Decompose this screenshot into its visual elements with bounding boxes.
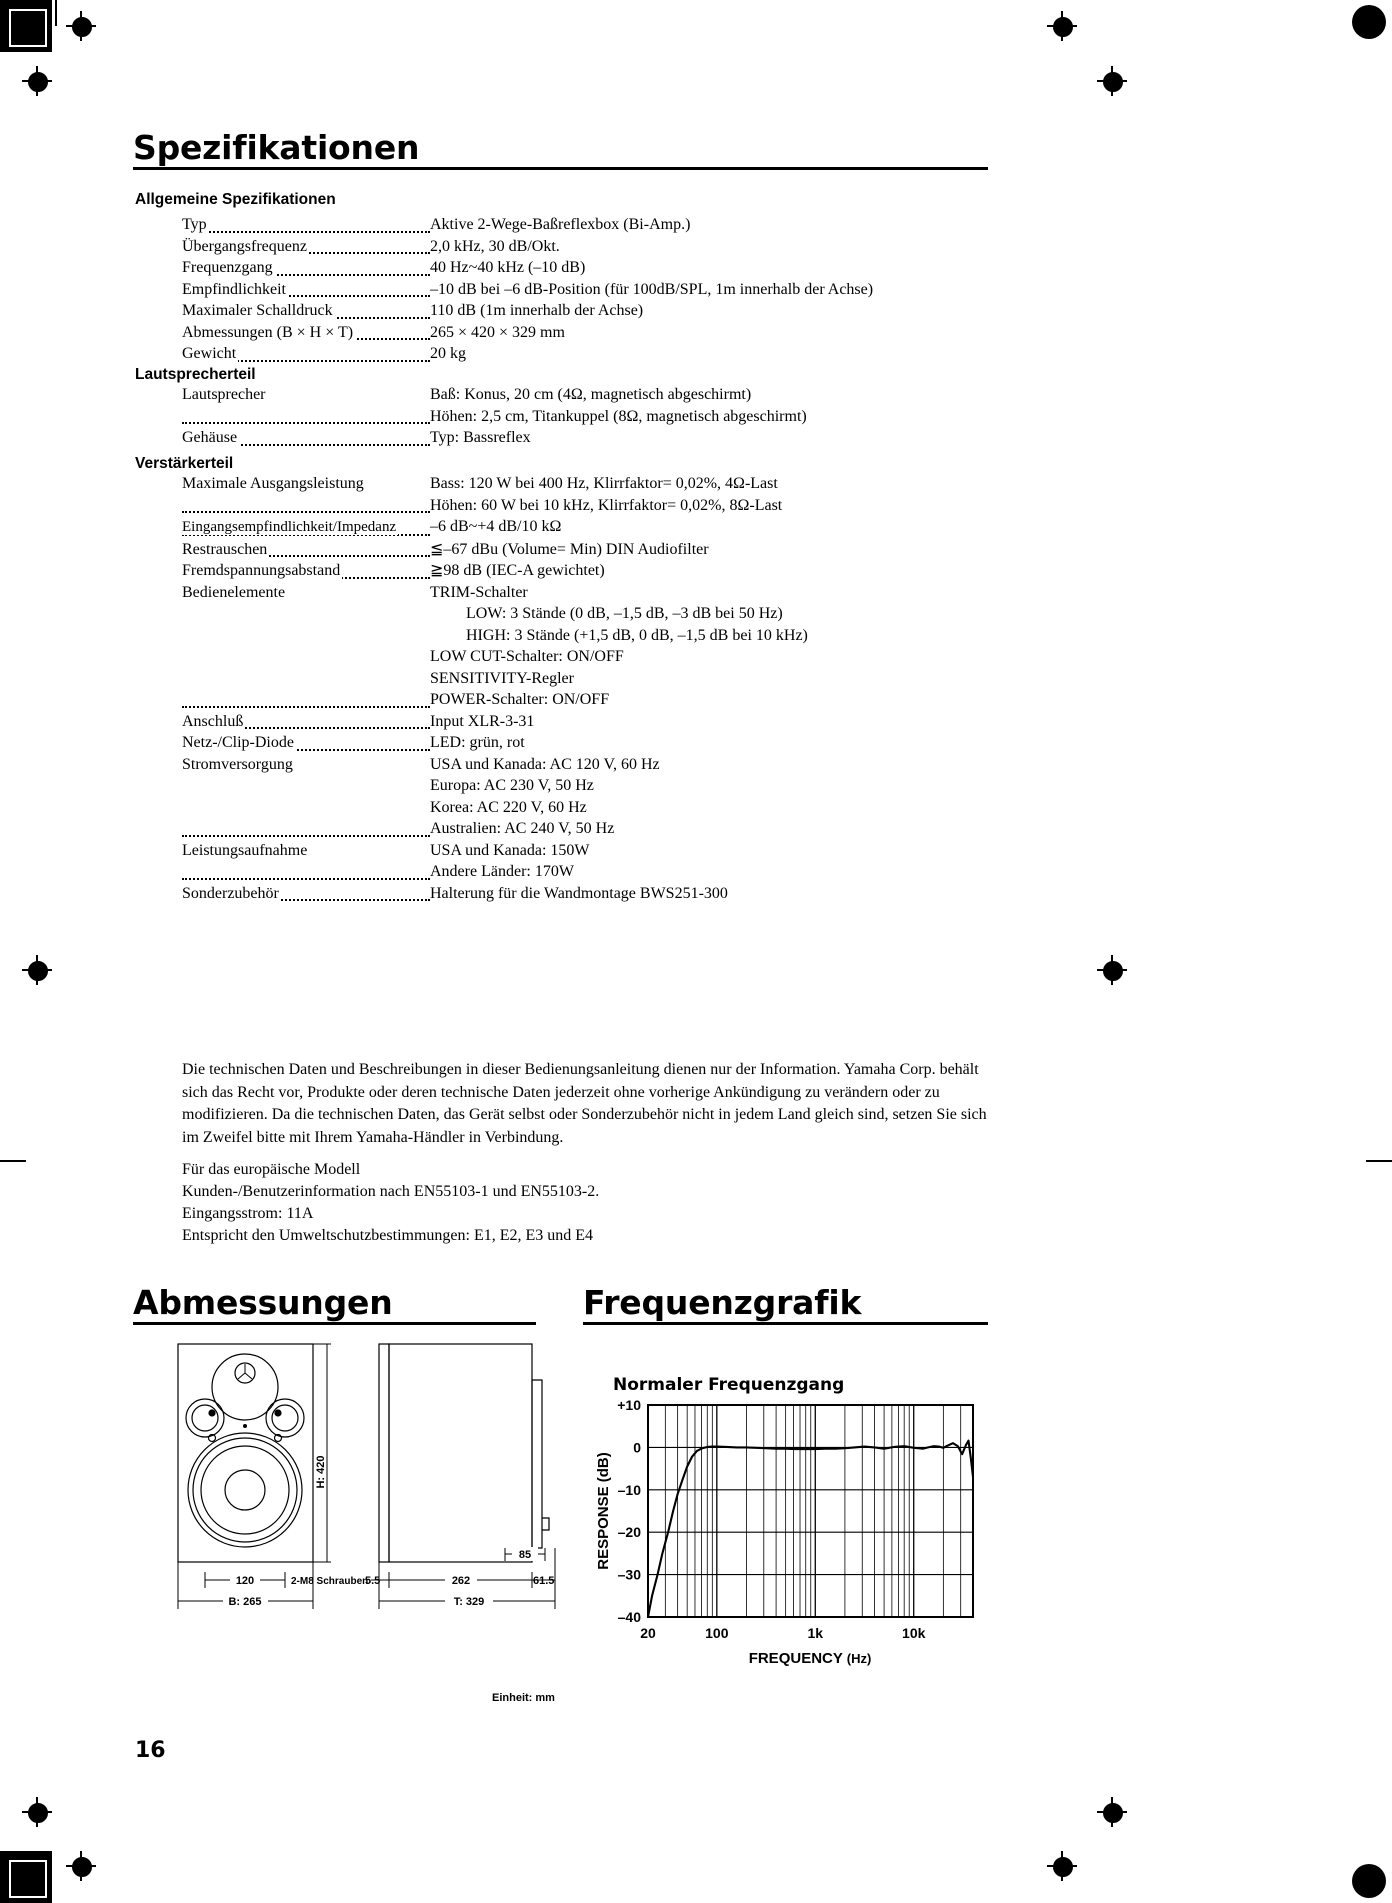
spec-extra: Korea: AC 220 V, 60 Hz bbox=[430, 798, 587, 816]
spec-extra: Europa: AC 230 V, 50 Hz bbox=[430, 777, 594, 794]
spec-label: Maximale Ausgangsleistung bbox=[182, 475, 364, 492]
spec-value-line2: Höhen: 2,5 cm, Titankuppel (8Ω, magnetisch abgeschirmt) bbox=[430, 407, 807, 425]
europe-note-line-1: Für das europäische Modell bbox=[182, 1161, 361, 1178]
table-row bbox=[182, 473, 1012, 516]
chart-ytick-label: –40 bbox=[617, 1609, 641, 1625]
spec-value: Typ: Bassreflex bbox=[430, 429, 531, 446]
table-row bbox=[182, 754, 1012, 840]
leader-dots bbox=[182, 231, 430, 233]
table-row bbox=[182, 257, 1012, 279]
dimension-height-label: H: 420 bbox=[315, 1455, 327, 1489]
leader-dots bbox=[182, 511, 430, 513]
chart-xtick-label: 10k bbox=[902, 1625, 926, 1641]
spec-value: –10 dB bei –6 dB-Position (für 100dB/SPL, 1m innerhalb der Achse) bbox=[430, 280, 874, 298]
spec-value-line2: Höhen: 60 W bei 10 kHz, Klirrfaktor= 0,02%, 8Ω-Last bbox=[430, 496, 783, 514]
spec-value: TRIM-Schalter bbox=[430, 583, 528, 601]
spec-label: Leistungsaufnahme bbox=[182, 841, 308, 859]
chart-ytick-label: –30 bbox=[617, 1566, 641, 1583]
table-general-specs bbox=[182, 214, 1012, 365]
chart-ylabel: RESPONSE (dB) bbox=[595, 1452, 612, 1570]
frequency-title: Frequenzgrafik bbox=[583, 1283, 862, 1322]
dimension-screw-note: 2-M8 Schrauben bbox=[291, 1576, 369, 1587]
table-row bbox=[182, 279, 1012, 301]
table-row bbox=[182, 560, 1012, 582]
spec-label: Typ bbox=[182, 216, 207, 233]
table-row bbox=[182, 343, 1012, 365]
dimension-side-body: 262 bbox=[451, 1575, 471, 1587]
frequency-title-rule bbox=[583, 1322, 988, 1325]
chart-ytick-label: –20 bbox=[617, 1524, 641, 1541]
table-row bbox=[182, 214, 1012, 236]
table-row bbox=[182, 840, 1012, 883]
table-row bbox=[182, 236, 1012, 258]
table-speaker-specs bbox=[182, 384, 1012, 449]
page-title: Spezifikationen bbox=[133, 128, 420, 167]
dimension-side-lip: 5.5 bbox=[365, 1575, 381, 1587]
spec-subvalue: HIGH: 3 Stände (+1,5 dB, 0 dB, –1,5 dB bei 10 kHz) bbox=[466, 626, 808, 644]
spec-extra: Australien: AC 240 V, 50 Hz bbox=[430, 820, 615, 837]
disclaimer-paragraph: Die technischen Daten und Beschreibungen in dieser Bedienungsanleitung dienen nur der Information. Yamaha Corp. behält sich das Recht vor, Produkte oder deren technische Daten jederzeit ohne vorherige Ankündigung zu verändern oder zu modifizieren. Da die technischen Daten, das Gerät selbst oder Sonderzubehör nicht in jedem Land gleich sind, setzen Sie sich im Zweifel bitte mit Ihrem Yamaha-Händler in Verbindung. bbox=[182, 1061, 987, 1146]
title-rule bbox=[133, 167, 988, 170]
spec-label: Netz-/Clip-Diode bbox=[182, 734, 294, 751]
dimension-side-rear: 61.5 bbox=[533, 1575, 555, 1587]
spec-label: Maximaler Schalldruck bbox=[182, 302, 333, 319]
spec-label: Frequenzgang bbox=[182, 259, 273, 276]
spec-label: Übergangsfrequenz bbox=[182, 237, 307, 255]
spec-label: Fremdspannungsabstand bbox=[182, 562, 341, 579]
spec-label: Anschluß bbox=[182, 712, 244, 730]
spec-value: Aktive 2-Wege-Baßreflexbox (Bi-Amp.) bbox=[430, 216, 691, 233]
spec-value: Baß: Konus, 20 cm (4Ω, magnetisch abgeschirmt) bbox=[430, 386, 752, 403]
europe-note-line-4: Entspricht den Umweltschutzbestimmungen: E1, E2, E3 und E4 bbox=[182, 1227, 594, 1244]
spec-label: Sonderzubehör bbox=[182, 884, 279, 902]
spec-label: Stromversorgung bbox=[182, 755, 293, 773]
spec-value: Input XLR-3-31 bbox=[430, 712, 535, 730]
table-row bbox=[182, 582, 1012, 711]
spec-value: 2,0 kHz, 30 dB/Okt. bbox=[430, 237, 560, 255]
spec-value: Halterung für die Wandmontage BWS251-300 bbox=[430, 884, 728, 902]
spec-value: Bass: 120 W bei 400 Hz, Klirrfaktor= 0,02%, 4Ω-Last bbox=[430, 475, 778, 492]
dimension-front-width: 120 bbox=[235, 1575, 255, 1587]
spec-value: ≧98 dB (IEC-A gewichtet) bbox=[430, 562, 605, 579]
spec-label: Empfindlichkeit bbox=[182, 280, 286, 298]
spec-value: USA und Kanada: AC 120 V, 60 Hz bbox=[430, 755, 660, 773]
frequency-response-chart bbox=[586, 1395, 986, 1675]
spec-value: 40 Hz~40 kHz (–10 dB) bbox=[430, 259, 586, 276]
spec-label: Gewicht bbox=[182, 345, 237, 362]
spec-value: ≦–67 dBu (Volume= Min) DIN Audiofilter bbox=[430, 540, 709, 558]
table-row bbox=[182, 732, 1012, 754]
spec-extra: SENSITIVITY-Regler bbox=[430, 669, 574, 687]
leader-dots bbox=[182, 835, 430, 837]
spec-extra: LOW CUT-Schalter: ON/OFF bbox=[430, 648, 624, 665]
spec-label: Gehäuse bbox=[182, 429, 238, 446]
spec-value: 265 × 420 × 329 mm bbox=[430, 323, 565, 341]
spec-label: Restrauschen bbox=[182, 540, 268, 558]
spec-label: Bedienelemente bbox=[182, 583, 286, 601]
table-row bbox=[182, 711, 1012, 733]
table-row bbox=[182, 300, 1012, 322]
page-number: 16 bbox=[135, 1738, 166, 1763]
side-view-drawing bbox=[365, 1340, 615, 1640]
spec-label: Abmessungen (B × H × T) bbox=[182, 323, 354, 341]
dimension-total-width: B: 265 bbox=[228, 1596, 262, 1608]
leader-dots bbox=[182, 422, 430, 424]
chart-ytick-label: +10 bbox=[617, 1397, 641, 1413]
leader-dots bbox=[182, 878, 430, 880]
chart-ytick-label: –10 bbox=[617, 1481, 641, 1498]
spec-value: USA und Kanada: 150W bbox=[430, 841, 590, 859]
heading-general-specs: Allgemeine Spezifikationen bbox=[135, 191, 336, 208]
table-row bbox=[182, 322, 1012, 344]
table-row bbox=[182, 516, 1012, 539]
spec-value: –6 dB~+4 dB/10 kΩ bbox=[430, 518, 562, 535]
chart-ytick-label: 0 bbox=[633, 1439, 641, 1456]
spec-label: Lautsprecher bbox=[182, 386, 266, 403]
table-row bbox=[182, 427, 1012, 449]
spec-value: 20 kg bbox=[430, 345, 466, 362]
chart-xtick-label: 20 bbox=[640, 1625, 656, 1641]
dimension-unit-note: Einheit: mm bbox=[492, 1692, 555, 1704]
spec-value: LED: grün, rot bbox=[430, 734, 525, 751]
dimensions-title-rule bbox=[133, 1322, 536, 1325]
europe-note-line-2: Kunden-/Benutzerinformation nach EN55103-1 und EN55103-2. bbox=[182, 1183, 600, 1200]
table-row bbox=[182, 539, 1012, 561]
chart-xlabel: FREQUENCY (Hz) bbox=[748, 1650, 872, 1667]
leader-dots bbox=[182, 706, 430, 708]
dimensions-title: Abmessungen bbox=[133, 1283, 393, 1322]
heading-speaker-section: Lautsprecherteil bbox=[135, 366, 256, 383]
spec-extra: POWER-Schalter: ON/OFF bbox=[430, 691, 610, 708]
table-amplifier-specs bbox=[182, 473, 1012, 904]
chart-xtick-label: 100 bbox=[705, 1625, 729, 1641]
table-row bbox=[182, 883, 1012, 905]
chart-xtick-label: 1k bbox=[807, 1625, 824, 1641]
spec-value: 110 dB (1m innerhalb der Achse) bbox=[430, 302, 644, 319]
spec-extra: Andere Länder: 170W bbox=[430, 863, 574, 880]
spec-subvalue: LOW: 3 Stände (0 dB, –1,5 dB, –3 dB bei 50 Hz) bbox=[466, 605, 783, 622]
heading-amplifier-section: Verstärkerteil bbox=[135, 455, 234, 472]
table-row bbox=[182, 384, 1012, 427]
frequency-subtitle: Normaler Frequenzgang bbox=[613, 1375, 845, 1395]
dimension-total-depth: T: 329 bbox=[453, 1596, 485, 1608]
europe-note-line-3: Eingangsstrom: 11A bbox=[182, 1205, 314, 1222]
spec-label: Eingangsempfindlichkeit/Impedanz bbox=[182, 519, 397, 535]
dimension-side-tab: 85 bbox=[518, 1549, 532, 1561]
